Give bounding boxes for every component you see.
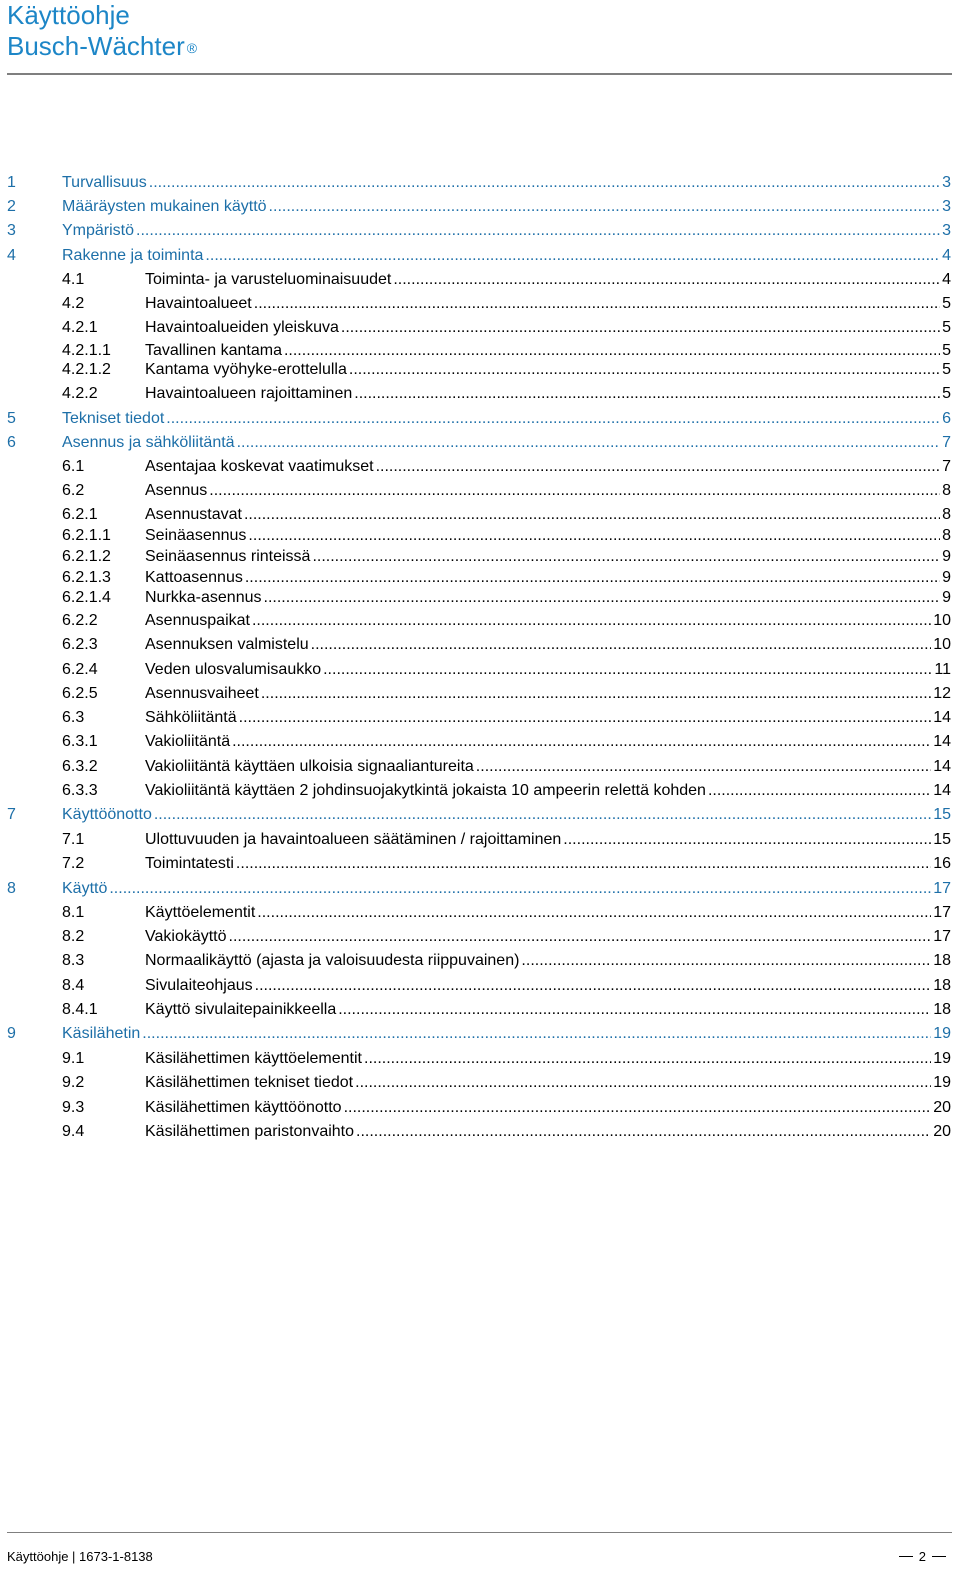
toc-entry-number: 7.1 <box>62 831 85 848</box>
toc-entry-title: Määräysten mukainen käyttö <box>62 198 267 215</box>
toc-entry-title: Toiminta- ja varusteluominaisuudet <box>145 271 392 288</box>
toc-entry-number: 6.2.1.4 <box>62 589 111 606</box>
header-divider <box>7 73 952 75</box>
toc-entry-page: 5 <box>942 295 951 312</box>
toc-entry-page: 19 <box>933 1025 951 1042</box>
toc-entry[interactable] <box>7 733 951 755</box>
toc-dot-leader <box>356 1123 931 1141</box>
toc-entry-title: Asennus <box>145 482 208 499</box>
footer-document-id: Käyttöohje | 1673-1-8138 <box>7 1549 153 1564</box>
toc-dot-leader <box>166 410 940 428</box>
toc-entry-number: 9.2 <box>62 1074 85 1091</box>
toc-dot-leader <box>563 831 931 849</box>
toc-entry-number: 6.3 <box>62 709 85 726</box>
toc-dot-leader <box>244 506 940 524</box>
toc-entry-page: 14 <box>933 733 951 750</box>
toc-dot-leader <box>521 952 931 970</box>
toc-entry[interactable] <box>7 661 951 683</box>
toc-dot-leader <box>154 806 931 824</box>
toc-entry-number: 1 <box>7 174 16 191</box>
toc-entry-number: 6.2.5 <box>62 685 98 702</box>
footer-divider <box>7 1532 952 1533</box>
toc-entry-page: 19 <box>933 1074 951 1091</box>
toc-entry-page: 5 <box>942 385 951 402</box>
toc-entry-page: 14 <box>933 758 951 775</box>
toc-entry-number: 6.3.3 <box>62 782 98 799</box>
toc-entry-page: 7 <box>942 458 951 475</box>
toc-entry[interactable] <box>7 758 951 780</box>
toc-entry-number: 4.1 <box>62 271 85 288</box>
toc-entry[interactable] <box>7 928 951 950</box>
toc-entry[interactable] <box>7 880 951 902</box>
toc-entry-number: 4.2.2 <box>62 385 98 402</box>
toc-entry-page: 20 <box>933 1099 951 1116</box>
toc-entry-number: 6.3.1 <box>62 733 98 750</box>
toc-dot-leader <box>236 855 931 873</box>
toc-entry-page: 18 <box>933 952 951 969</box>
toc-entry[interactable] <box>7 527 951 549</box>
toc-entry-page: 16 <box>933 855 951 872</box>
toc-entry-title: Veden ulosvalumisaukko <box>145 661 322 678</box>
toc-entry-title: Normaalikäyttö (ajasta ja valoisuudesta riippuvainen) <box>145 952 520 969</box>
toc-entry[interactable] <box>7 361 951 383</box>
toc-entry-number: 8.3 <box>62 952 85 969</box>
toc-entry-title: Käsilähettimen paristonvaihto <box>145 1123 355 1140</box>
toc-dot-leader <box>708 782 931 800</box>
toc-dot-leader <box>264 589 941 607</box>
toc-entry-number: 6.2.3 <box>62 636 98 653</box>
registered-mark: ® <box>186 40 198 56</box>
toc-entry-page: 17 <box>933 880 951 897</box>
toc-entry-title: Käsilähettimen tekniset tiedot <box>145 1074 354 1091</box>
product-name-text: Busch-Wächter <box>7 31 185 61</box>
toc-entry-title: Havaintoalueen rajoittaminen <box>145 385 353 402</box>
toc-entry-page: 5 <box>942 342 951 359</box>
toc-entry[interactable] <box>7 612 951 634</box>
toc-entry-number: 8.2 <box>62 928 85 945</box>
toc-entry[interactable] <box>7 855 951 877</box>
toc-entry-title: Ulottuvuuden ja havaintoalueen säätäminen / rajoittaminen <box>145 831 562 848</box>
toc-entry[interactable] <box>7 685 951 707</box>
toc-entry-number: 6.3.2 <box>62 758 98 775</box>
toc-entry-number: 6.2.4 <box>62 661 98 678</box>
toc-dot-leader <box>341 319 940 337</box>
toc-dot-leader <box>209 482 940 500</box>
toc-dot-leader <box>338 1001 931 1019</box>
toc-entry-number: 6.2.1 <box>62 506 98 523</box>
toc-dot-leader <box>355 1074 931 1092</box>
toc-entry-title: Vakiokäyttö <box>145 928 227 945</box>
toc-entry-page: 4 <box>942 271 951 288</box>
toc-dot-leader <box>376 458 941 476</box>
toc-entry-number: 4.2.1.1 <box>62 342 111 359</box>
toc-entry-title: Käyttö sivulaitepainikkeella <box>145 1001 337 1018</box>
toc-entry-number: 6.2.1.2 <box>62 548 111 565</box>
toc-entry-page: 3 <box>942 198 951 215</box>
toc-entry[interactable] <box>7 806 951 828</box>
toc-entry-title: Asennus ja sähköliitäntä <box>62 434 235 451</box>
toc-dot-leader <box>476 758 931 776</box>
toc-entry-number: 9.4 <box>62 1123 85 1140</box>
toc-entry-number: 8.1 <box>62 904 85 921</box>
toc-entry-number: 6.2.2 <box>62 612 98 629</box>
toc-dot-leader <box>136 222 940 240</box>
toc-dot-leader <box>323 661 932 679</box>
toc-entry-title: Käsilähettimen käyttöönotto <box>145 1099 342 1116</box>
toc-entry-number: 6.1 <box>62 458 85 475</box>
toc-dot-leader <box>312 548 940 566</box>
toc-dot-leader <box>109 880 931 898</box>
toc-entry[interactable] <box>7 410 951 432</box>
toc-entry[interactable] <box>7 385 951 407</box>
toc-entry-number: 6.2.1.1 <box>62 527 111 544</box>
document-header <box>7 0 197 62</box>
toc-entry-title: Turvallisuus <box>62 174 147 191</box>
toc-entry-title: Havaintoalueiden yleiskuva <box>145 319 339 336</box>
product-name <box>7 31 197 62</box>
toc-dot-leader <box>269 198 941 216</box>
toc-entry-title: Nurkka-asennus <box>145 589 262 606</box>
toc-dot-leader <box>349 361 940 379</box>
toc-dot-leader <box>237 434 941 452</box>
toc-dot-leader <box>354 385 940 403</box>
toc-entry-title: Tavallinen kantama <box>145 342 282 359</box>
toc-entry-title: Käyttö <box>62 880 108 897</box>
toc-dot-leader <box>364 1050 931 1068</box>
toc-entry-page: 15 <box>933 806 951 823</box>
toc-entry-title: Toimintatesti <box>145 855 234 872</box>
toc-entry[interactable] <box>7 506 951 528</box>
toc-entry-number: 3 <box>7 222 16 239</box>
toc-entry-title: Vakioliitäntä käyttäen ulkoisia signaaliantureita <box>145 758 474 775</box>
toc-entry-title: Asentajaa koskevat vaatimukset <box>145 458 374 475</box>
toc-dot-leader <box>284 342 940 360</box>
toc-entry[interactable] <box>7 458 951 480</box>
toc-entry-title: Asennuksen valmistelu <box>145 636 309 653</box>
document-title: Käyttöohje <box>7 0 130 30</box>
toc-entry[interactable] <box>7 222 951 244</box>
toc-entry[interactable] <box>7 904 951 926</box>
toc-entry-page: 9 <box>942 569 951 586</box>
toc-entry-page: 7 <box>942 434 951 451</box>
toc-entry-number: 9.1 <box>62 1050 85 1067</box>
toc-entry-title: Sähköliitäntä <box>145 709 237 726</box>
toc-entry-page: 18 <box>933 1001 951 1018</box>
toc-entry-title: Sivulaiteohjaus <box>145 977 253 994</box>
toc-entry-title: Kattoasennus <box>145 569 243 586</box>
toc-entry-page: 10 <box>933 612 951 629</box>
toc-entry-page: 14 <box>933 782 951 799</box>
toc-entry-title: Vakioliitäntä käyttäen 2 johdinsuojakytkintä jokaista 10 ampeerin relettä kohden <box>145 782 706 799</box>
toc-entry-page: 6 <box>942 410 951 427</box>
toc-entry[interactable] <box>7 589 951 611</box>
toc-dot-leader <box>254 295 940 313</box>
toc-entry[interactable] <box>7 198 951 220</box>
toc-dot-leader <box>248 527 940 545</box>
toc-entry-title: Rakenne ja toiminta <box>62 247 204 264</box>
toc-entry-number: 8 <box>7 880 16 897</box>
toc-entry-title: Käsilähetin <box>62 1025 141 1042</box>
toc-entry[interactable] <box>7 247 951 269</box>
toc-dot-leader <box>149 174 940 192</box>
toc-entry[interactable] <box>7 1123 951 1145</box>
toc-entry[interactable] <box>7 636 951 658</box>
toc-dot-leader <box>257 904 931 922</box>
toc-entry[interactable] <box>7 1025 951 1047</box>
toc-entry-number: 6.2 <box>62 482 85 499</box>
toc-entry-title: Asennustavat <box>145 506 242 523</box>
page-number-rule-right <box>932 1556 946 1557</box>
toc-entry-number: 4.2.1.2 <box>62 361 111 378</box>
toc-entry[interactable] <box>7 709 951 731</box>
toc-dot-leader <box>252 612 931 630</box>
toc-entry-page: 9 <box>942 589 951 606</box>
toc-entry-page: 18 <box>933 977 951 994</box>
page-number-rule-left <box>899 1556 913 1557</box>
toc-dot-leader <box>245 569 940 587</box>
toc-entry-page: 12 <box>933 685 951 702</box>
toc-entry-number: 6.2.1.3 <box>62 569 111 586</box>
toc-entry-number: 8.4 <box>62 977 85 994</box>
toc-entry-number: 9.3 <box>62 1099 85 1116</box>
toc-entry-page: 14 <box>933 709 951 726</box>
toc-entry-page: 4 <box>942 247 951 264</box>
toc-entry-number: 2 <box>7 198 16 215</box>
toc-entry-number: 9 <box>7 1025 16 1042</box>
toc-entry-page: 19 <box>933 1050 951 1067</box>
toc-dot-leader <box>344 1099 932 1117</box>
toc-dot-leader <box>255 977 932 995</box>
toc-entry[interactable] <box>7 295 951 317</box>
toc-dot-leader <box>232 733 931 751</box>
toc-entry[interactable] <box>7 831 951 853</box>
toc-entry[interactable] <box>7 174 951 196</box>
toc-entry-page: 5 <box>942 319 951 336</box>
toc-dot-leader <box>393 271 940 289</box>
toc-entry-number: 4 <box>7 247 16 264</box>
toc-dot-leader <box>205 247 940 265</box>
toc-entry[interactable] <box>7 1001 951 1023</box>
toc-entry-title: Seinäasennus <box>145 527 247 544</box>
toc-entry-title: Asennusvaiheet <box>145 685 259 702</box>
toc-entry-page: 8 <box>942 527 951 544</box>
toc-entry-page: 8 <box>942 506 951 523</box>
toc-entry-title: Tekniset tiedot <box>62 410 165 427</box>
toc-entry-page: 17 <box>933 928 951 945</box>
toc-entry-page: 15 <box>933 831 951 848</box>
toc-entry-number: 4.2 <box>62 295 85 312</box>
toc-entry[interactable] <box>7 952 951 974</box>
toc-dot-leader <box>239 709 932 727</box>
toc-entry-number: 4.2.1 <box>62 319 98 336</box>
toc-entry-page: 8 <box>942 482 951 499</box>
toc-entry[interactable] <box>7 548 951 570</box>
footer-page <box>893 1549 952 1564</box>
toc-entry-title: Kantama vyöhyke-erottelulla <box>145 361 347 378</box>
toc-entry-page: 10 <box>933 636 951 653</box>
toc-entry[interactable] <box>7 319 951 341</box>
toc-entry[interactable] <box>7 782 951 804</box>
toc-entry-number: 8.4.1 <box>62 1001 98 1018</box>
toc-entry-title: Käyttöelementit <box>145 904 256 921</box>
toc-entry-number: 7 <box>7 806 16 823</box>
toc-entry-page: 5 <box>942 361 951 378</box>
toc-dot-leader <box>311 636 932 654</box>
toc-entry[interactable] <box>7 1050 951 1072</box>
toc-entry-page: 9 <box>942 548 951 565</box>
toc-entry-title: Asennuspaikat <box>145 612 250 629</box>
toc-dot-leader <box>261 685 931 703</box>
toc-entry[interactable] <box>7 1074 951 1096</box>
toc-entry-page: 17 <box>933 904 951 921</box>
toc-dot-leader <box>229 928 932 946</box>
toc-entry-page: 20 <box>933 1123 951 1140</box>
toc-entry-page: 11 <box>934 661 951 678</box>
page-number: 2 <box>918 1549 926 1564</box>
toc-entry[interactable] <box>7 434 951 456</box>
toc-entry-number: 7.2 <box>62 855 85 872</box>
toc-entry-number: 5 <box>7 410 16 427</box>
toc-entry[interactable] <box>7 569 951 591</box>
toc-dot-leader <box>142 1025 931 1043</box>
toc-entry-title: Seinäasennus rinteissä <box>145 548 311 565</box>
toc-entry-title: Havaintoalueet <box>145 295 252 312</box>
toc-entry-page: 3 <box>942 174 951 191</box>
toc-entry[interactable] <box>7 271 951 293</box>
toc-entry-title: Käsilähettimen käyttöelementit <box>145 1050 362 1067</box>
toc-entry-title: Ympäristö <box>62 222 135 239</box>
toc-entry-title: Käyttöönotto <box>62 806 152 823</box>
toc-entry-number: 6 <box>7 434 16 451</box>
toc-entry[interactable] <box>7 482 951 504</box>
toc-entry[interactable] <box>7 1099 951 1121</box>
toc-entry[interactable] <box>7 977 951 999</box>
toc-entry-page: 3 <box>942 222 951 239</box>
toc-entry-title: Vakioliitäntä <box>145 733 231 750</box>
